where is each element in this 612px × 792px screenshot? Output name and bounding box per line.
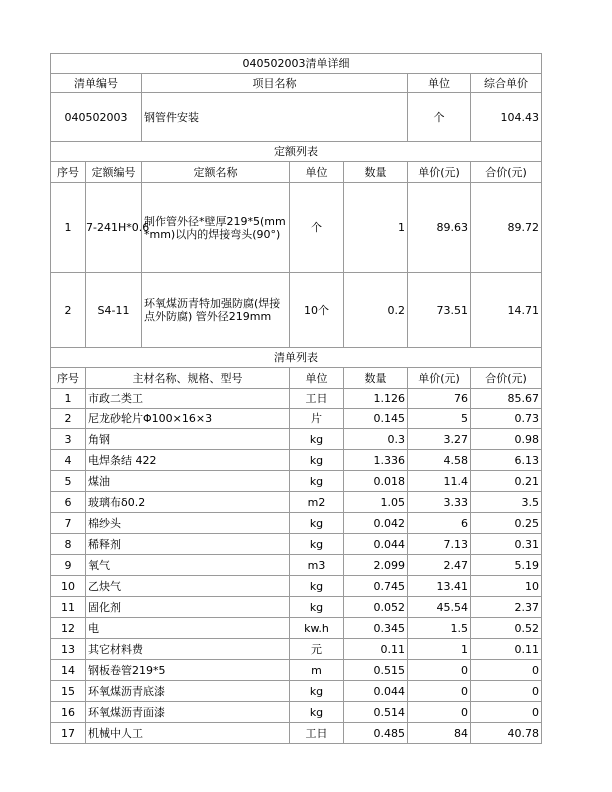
quota-col-code: 定额编号 [86,162,142,183]
quota-total: 89.72 [471,183,542,273]
material-no: 13 [51,639,86,660]
material-unit: kg [290,576,344,597]
unit-label: 单位 [408,74,471,93]
material-no: 3 [51,429,86,450]
material-total: 0.52 [471,618,542,639]
material-unit: kg [290,513,344,534]
material-row [51,471,542,492]
material-price: 11.4 [408,471,471,492]
material-name: 电焊条结 422 [86,450,290,471]
material-price: 76 [408,389,471,409]
code-label: 清单编号 [51,74,142,93]
material-unit: kw.h [290,618,344,639]
quota-name: 制作管外径*壁厚219*5(mm*mm)以内的焊接弯头(90°) [142,183,290,273]
material-no: 6 [51,492,86,513]
material-name: 稀释剂 [86,534,290,555]
material-price: 0 [408,702,471,723]
bill-detail-table [50,53,542,744]
material-row [51,492,542,513]
material-qty: 0.052 [344,597,408,618]
quota-code: 7-241H*0.6 [86,183,142,273]
quota-total: 14.71 [471,273,542,348]
material-name: 煤油 [86,471,290,492]
material-price: 7.13 [408,534,471,555]
material-row [51,702,542,723]
material-qty: 0.044 [344,681,408,702]
quota-row [51,273,542,348]
material-no: 16 [51,702,86,723]
quota-unit: 10个 [290,273,344,348]
material-total: 40.78 [471,723,542,744]
material-name: 玻璃布δ0.2 [86,492,290,513]
material-row [51,618,542,639]
bill-price: 104.43 [471,93,542,142]
bill-unit: 个 [408,93,471,142]
material-qty: 0.145 [344,409,408,429]
material-unit: m3 [290,555,344,576]
material-price: 3.33 [408,492,471,513]
material-qty: 1.336 [344,450,408,471]
material-unit: kg [290,702,344,723]
material-unit: m [290,660,344,681]
quota-qty: 1 [344,183,408,273]
quota-col-total: 合价(元) [471,162,542,183]
material-qty: 0.485 [344,723,408,744]
material-name: 棉纱头 [86,513,290,534]
material-unit: 工日 [290,389,344,409]
material-total: 0 [471,702,542,723]
material-price: 13.41 [408,576,471,597]
material-row [51,639,542,660]
material-price: 1.5 [408,618,471,639]
material-total: 0 [471,681,542,702]
quota-price: 89.63 [408,183,471,273]
material-no: 12 [51,618,86,639]
mat-col-unit: 单位 [290,368,344,389]
material-total: 0.31 [471,534,542,555]
material-row [51,534,542,555]
quota-code: S4-11 [86,273,142,348]
material-qty: 0.018 [344,471,408,492]
material-name: 市政二类工 [86,389,290,409]
quota-col-unit: 单位 [290,162,344,183]
material-price: 3.27 [408,429,471,450]
quota-unit: 个 [290,183,344,273]
material-unit: kg [290,597,344,618]
material-total: 0.98 [471,429,542,450]
material-qty: 0.11 [344,639,408,660]
material-row [51,555,542,576]
quota-col-qty: 数量 [344,162,408,183]
material-qty: 0.3 [344,429,408,450]
material-name: 电 [86,618,290,639]
material-unit: 片 [290,409,344,429]
quota-col-price: 单价(元) [408,162,471,183]
quota-col-no: 序号 [51,162,86,183]
material-qty: 0.044 [344,534,408,555]
material-price: 4.58 [408,450,471,471]
material-unit: kg [290,681,344,702]
quota-qty: 0.2 [344,273,408,348]
price-label: 综合单价 [471,74,542,93]
table-body [51,54,542,744]
material-total: 0.11 [471,639,542,660]
material-unit: kg [290,450,344,471]
material-qty: 1.05 [344,492,408,513]
material-unit: m2 [290,492,344,513]
material-row [51,513,542,534]
material-price: 6 [408,513,471,534]
material-name: 其它材料费 [86,639,290,660]
material-total: 0.73 [471,409,542,429]
material-row [51,660,542,681]
material-qty: 0.514 [344,702,408,723]
material-price: 2.47 [408,555,471,576]
material-name: 乙炔气 [86,576,290,597]
material-total: 85.67 [471,389,542,409]
material-row [51,597,542,618]
material-qty: 2.099 [344,555,408,576]
material-no: 11 [51,597,86,618]
material-name: 固化剂 [86,597,290,618]
material-name: 尼龙砂轮片Φ100×16×3 [86,409,290,429]
material-no: 15 [51,681,86,702]
material-price: 0 [408,681,471,702]
material-price: 45.54 [408,597,471,618]
material-total: 2.37 [471,597,542,618]
name-label: 项目名称 [142,74,408,93]
material-total: 5.19 [471,555,542,576]
material-name: 环氧煤沥青面漆 [86,702,290,723]
quota-no: 2 [51,273,86,348]
material-total: 3.5 [471,492,542,513]
mat-col-total: 合价(元) [471,368,542,389]
material-no: 7 [51,513,86,534]
material-no: 2 [51,409,86,429]
material-unit: kg [290,429,344,450]
mat-col-no: 序号 [51,368,86,389]
material-name: 机械中人工 [86,723,290,744]
material-total: 10 [471,576,542,597]
material-no: 17 [51,723,86,744]
material-no: 10 [51,576,86,597]
mat-col-name: 主材名称、规格、型号 [86,368,290,389]
material-price: 1 [408,639,471,660]
material-price: 0 [408,660,471,681]
material-unit: 工日 [290,723,344,744]
quota-price: 73.51 [408,273,471,348]
material-qty: 0.042 [344,513,408,534]
material-row [51,389,542,409]
quota-col-name: 定额名称 [142,162,290,183]
material-row [51,576,542,597]
quota-no: 1 [51,183,86,273]
material-total: 0 [471,660,542,681]
materials-section-title: 清单列表 [51,348,542,368]
material-total: 6.13 [471,450,542,471]
material-unit: kg [290,471,344,492]
material-name: 环氧煤沥青底漆 [86,681,290,702]
material-no: 4 [51,450,86,471]
quota-row [51,183,542,273]
table-title: 040502003清单详细 [51,54,542,74]
material-row [51,429,542,450]
material-unit: kg [290,534,344,555]
material-price: 84 [408,723,471,744]
material-name: 钢板卷管219*5 [86,660,290,681]
material-no: 9 [51,555,86,576]
material-row [51,409,542,429]
material-row [51,681,542,702]
quota-section-title: 定额列表 [51,142,542,162]
bill-code: 040502003 [51,93,142,142]
material-qty: 0.745 [344,576,408,597]
material-price: 5 [408,409,471,429]
mat-col-qty: 数量 [344,368,408,389]
material-total: 0.21 [471,471,542,492]
material-name: 氧气 [86,555,290,576]
material-no: 14 [51,660,86,681]
quota-name: 环氧煤沥青特加强防腐(焊接点外防腐) 管外径219mm [142,273,290,348]
material-qty: 1.126 [344,389,408,409]
material-row [51,450,542,471]
material-no: 5 [51,471,86,492]
mat-col-price: 单价(元) [408,368,471,389]
material-unit: 元 [290,639,344,660]
bill-name: 钢管件安装 [142,93,408,142]
material-total: 0.25 [471,513,542,534]
material-no: 1 [51,389,86,409]
material-qty: 0.515 [344,660,408,681]
material-no: 8 [51,534,86,555]
material-row [51,723,542,744]
material-qty: 0.345 [344,618,408,639]
material-name: 角钢 [86,429,290,450]
